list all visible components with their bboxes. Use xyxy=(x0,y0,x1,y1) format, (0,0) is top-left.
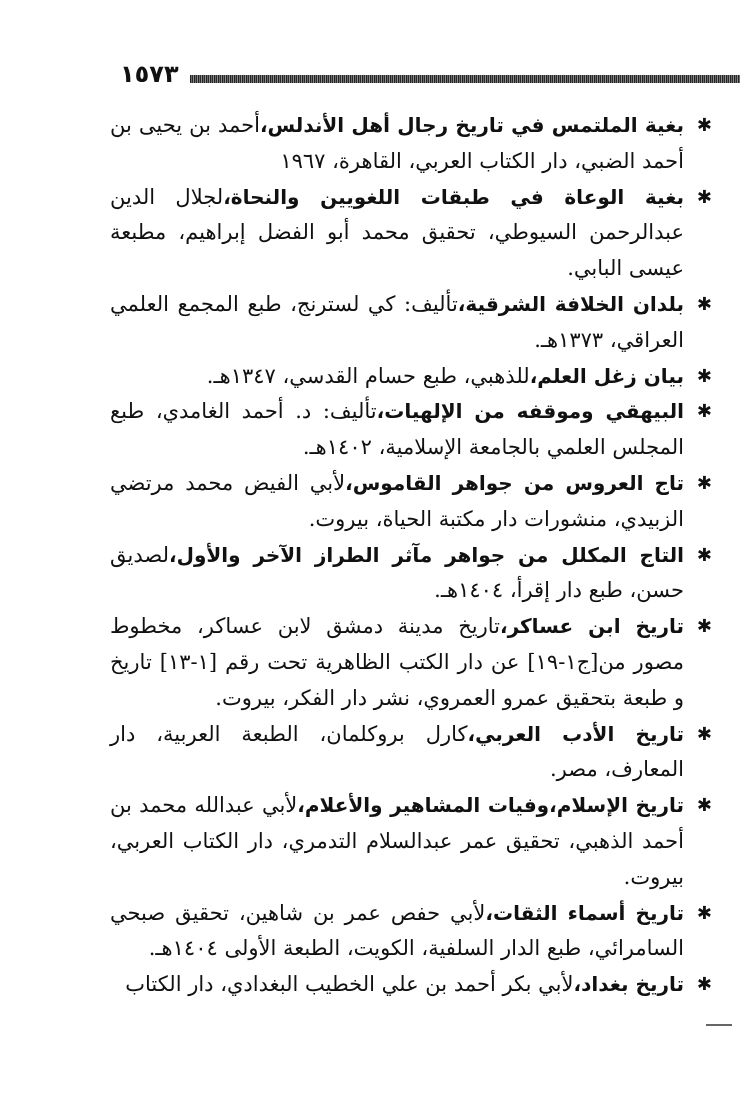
bibliography-entry xyxy=(110,180,710,287)
asterisk-bullet-icon: ✱ xyxy=(696,544,712,566)
entry-description: لأبي عبدالله محمد بن أحمد الذهبي، تحقيق عمر عبدالسلام التدمري، دار الكتاب العربي، بيروت. xyxy=(110,793,684,889)
entry-title: تاريخ بغداد، xyxy=(573,972,684,997)
entry-title: بلدان الخلافة الشرقية، xyxy=(457,291,684,316)
entry-title: تاريخ أسماء الثقات، xyxy=(485,900,684,925)
entry-title: بغية الملتمس في تاريخ رجال أهل الأندلس، xyxy=(259,113,684,137)
entry-description: لصديق حسن، طبع دار إقرأ، ١٤٠٤هـ. xyxy=(110,542,684,603)
asterisk-bullet-icon: ✱ xyxy=(696,186,712,208)
page-number: ١٥٧٣ xyxy=(120,60,179,88)
entry-title: بغية الوعاة في طبقات اللغويين والنحاة، xyxy=(223,184,684,209)
bibliography-entry xyxy=(110,108,710,180)
entry-description: لأبي الفيض محمد مرتضي الزبيدي، منشورات دار مكتبة الحياة، بيروت. xyxy=(110,470,684,531)
entry-title: تاج العروس من جواهر القاموس، xyxy=(345,470,684,495)
bibliography-list xyxy=(110,108,710,1003)
asterisk-bullet-icon: ✱ xyxy=(696,293,712,315)
asterisk-bullet-icon: ✱ xyxy=(696,974,712,996)
entry-title: تاريخ الإسلام،وفيات المشاهير والأعلام، xyxy=(297,793,684,818)
bibliography-entry xyxy=(110,896,710,968)
bibliography-entry xyxy=(110,717,710,789)
asterisk-bullet-icon: ✱ xyxy=(696,401,712,423)
page-header xyxy=(112,58,740,92)
entry-title: البيهقي وموقفه من الإلهيات، xyxy=(376,399,684,424)
asterisk-bullet-icon: ✱ xyxy=(696,365,712,387)
bibliography-entry xyxy=(110,287,710,359)
entry-description: تأليف: كي لسترنج، طبع المجمع العلمي العراقي، ١٣٧٣هـ. xyxy=(110,291,684,352)
entry-title: تاريخ الأدب العربي، xyxy=(467,721,684,746)
asterisk-bullet-icon: ✱ xyxy=(696,472,712,494)
entry-description: كارل بروكلمان، الطبعة العربية، دار المعارف، مصر. xyxy=(110,721,684,782)
bibliography-entry xyxy=(110,788,710,895)
bibliography-entry xyxy=(110,967,710,1003)
entry-description: لجلال الدين عبدالرحمن السيوطي، تحقيق محمد أبو الفضل إبراهيم، مطبعة عيسى البابي. xyxy=(110,184,684,281)
asterisk-bullet-icon: ✱ xyxy=(696,115,712,136)
bibliography-entry xyxy=(110,609,710,716)
entry-description: تأليف: د. أحمد الغامدي، طبع المجلس العلمي بالجامعة الإسلامية، ١٤٠٢هـ. xyxy=(110,399,684,460)
bibliography-entry xyxy=(110,359,710,395)
asterisk-bullet-icon: ✱ xyxy=(696,795,712,817)
asterisk-bullet-icon: ✱ xyxy=(696,616,712,638)
bibliography-entry xyxy=(110,394,710,466)
entry-description: للذهبي، طبع حسام القدسي، ١٣٤٧هـ. xyxy=(206,363,530,388)
entry-description: أحمد بن يحيى بن أحمد الضبي، دار الكتاب العربي، القاهرة، ١٩٦٧ xyxy=(110,113,684,173)
asterisk-bullet-icon: ✱ xyxy=(696,902,712,924)
entry-title: تاريخ ابن عساكر، xyxy=(500,614,684,639)
bibliography-entry xyxy=(110,466,710,538)
entry-title: بيان زغل العلم، xyxy=(529,363,684,388)
bibliography-entry xyxy=(110,538,710,610)
asterisk-bullet-icon: ✱ xyxy=(696,723,712,745)
entry-title: التاج المكلل من جواهر مآثر الطراز الآخر والأول، xyxy=(169,542,684,567)
entry-description: تاريخ مدينة دمشق لابن عساكر، مخطوط مصور من[ج١-١٩] عن دار الكتب الظاهرية تحت رقم [١-١٣] تاريخ و طبعة بتحقيق عمرو العمروي، نشر دار الفكر، بيروت. xyxy=(110,614,685,710)
header-rule xyxy=(190,75,740,83)
entry-description: لأبي بكر أحمد بن علي الخطيب البغدادي، دار الكتاب xyxy=(125,972,574,997)
entry-description: لأبي حفص عمر بن شاهين، تحقيق صبحي السامرائي، طبع الدار السلفية، الكويت، الطبعة الأولى ١٤٠٤هـ. xyxy=(110,900,684,961)
footnote-mark xyxy=(706,1024,732,1026)
